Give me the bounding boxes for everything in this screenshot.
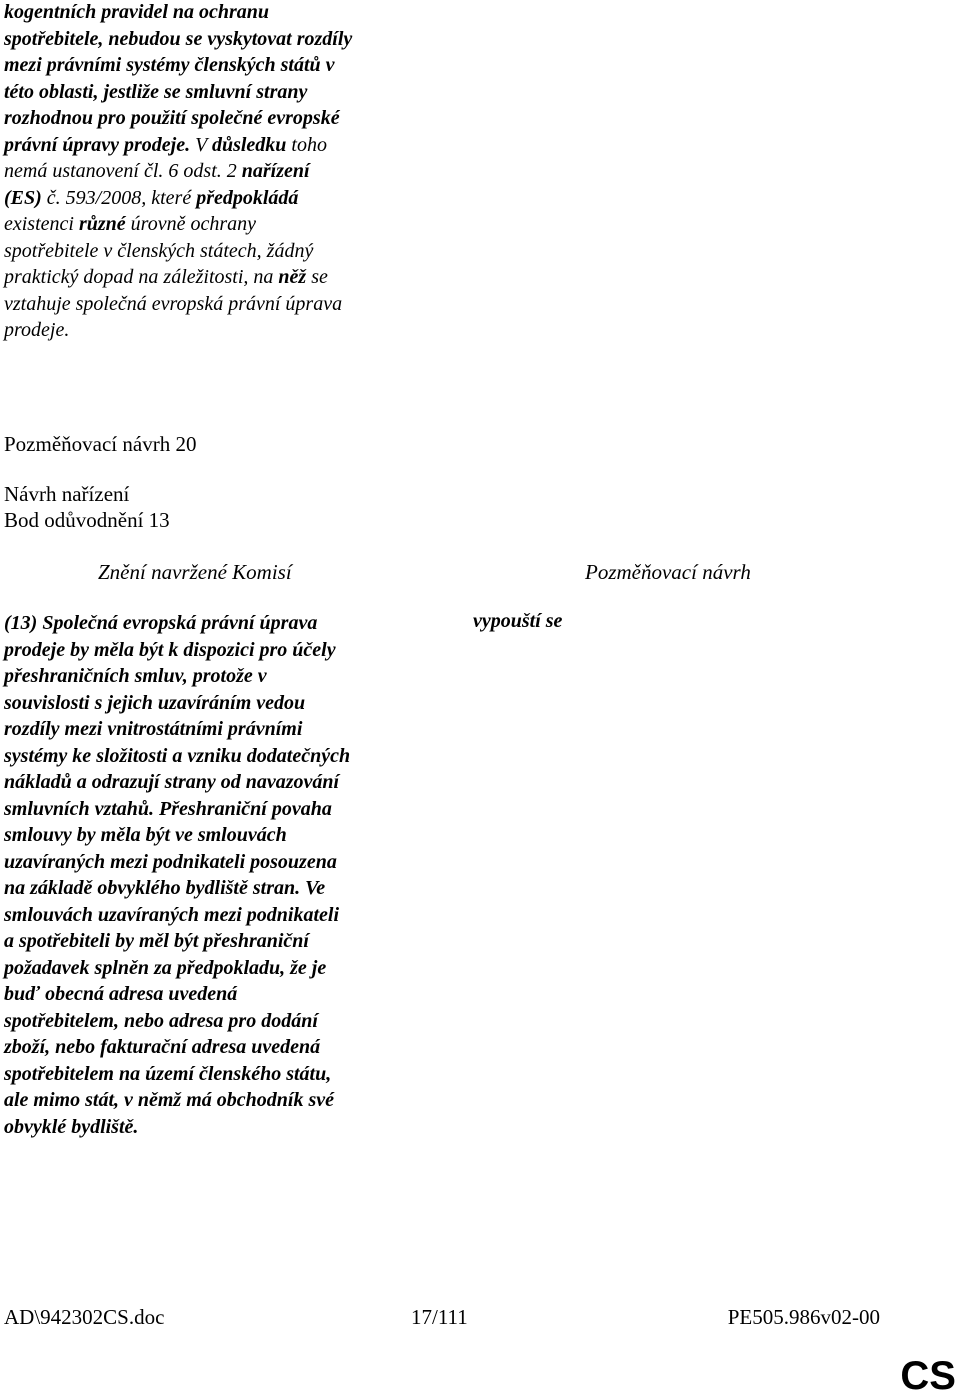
commission-text-line: (13) Společná evropská právní úprava (4, 612, 318, 634)
text-run: předpokládá (196, 186, 299, 209)
paragraph-line (4, 158, 424, 185)
text-run: nemá ustanovení čl. 6 odst. 2 (4, 160, 242, 182)
text-run: různé (78, 213, 126, 235)
text-run: spotřebitele, nebudou se vyskytovat rozdíly (4, 27, 353, 50)
commission-text-line: požadavek splněn za předpokladu, že je (4, 956, 327, 979)
text-run: kogentních pravidel na ochranu (4, 1, 270, 23)
commission-text-line: a spotřebiteli by měl být přeshraniční (4, 930, 309, 952)
text-run: něž (278, 266, 307, 288)
text-run: mezi právními systémy členských států v (4, 54, 335, 76)
text-run: prodeje. (4, 319, 70, 341)
paragraph-line (4, 291, 424, 318)
commission-text-line: rozdíly mezi vnitrostátními právními (4, 718, 303, 740)
commission-text-line: na základě obvyklého bydliště stran. Ve (4, 877, 326, 899)
footer-pe-ref: PE505.986v02-00 (727, 1305, 880, 1329)
text-run: vztahuje společná evropská právní úprava (4, 292, 343, 315)
commission-text-line: obvyklé bydliště. (4, 1115, 139, 1138)
paragraph-line (4, 132, 424, 159)
text-run: úrovně ochrany (125, 213, 257, 235)
commission-text-line: buď obecná adresa uvedená (4, 983, 238, 1005)
paragraph-line (4, 26, 424, 53)
commission-text-line: smlouvy by měla být ve smlouvách (4, 824, 287, 846)
text-run: (ES) (4, 186, 47, 209)
commission-text-line: systémy ke složitosti a vzniku dodatečných (4, 744, 351, 767)
text-run: této oblasti, jestliže se smluvní strany (4, 80, 308, 103)
text-run: rozhodnou pro použití společné evropské (4, 107, 340, 129)
paragraph-line (4, 185, 424, 212)
commission-text-line: souvislosti s jejich uzavíráním vedou (4, 691, 306, 714)
commission-text-line: uzavíraných mezi podnikateli posouzena (4, 850, 337, 873)
commission-text-line: spotřebitelem, nebo adresa pro dodání (4, 1009, 318, 1032)
text-run: právní úpravy prodeje. (4, 133, 196, 156)
recital-label: Bod odůvodnění 13 (4, 508, 170, 532)
continuation-paragraph (4, 0, 424, 344)
commission-text-line: nákladů a odrazují strany od navazování (4, 771, 340, 793)
deleted-marker: vypouští se (473, 610, 563, 632)
commission-text (4, 610, 424, 1140)
text-run: praktický dopad na záležitosti, na (4, 266, 279, 288)
commission-column-heading: Znění navržené Komisí (98, 560, 292, 584)
paragraph-line (4, 52, 424, 79)
text-run: spotřebitele v členských státech, žádný (4, 239, 314, 262)
footer-doc-ref: AD\942302CS.doc (4, 1305, 165, 1329)
paragraph-line (4, 105, 424, 132)
commission-text-line: přeshraničních smluv, protože v (4, 665, 267, 687)
commission-text-line: smlouvách uzavíraných mezi podnikateli (4, 903, 340, 926)
text-run: důsledku (211, 133, 287, 156)
text-run: se (306, 266, 328, 288)
amendment-column-heading: Pozměňovací návrh (585, 560, 751, 584)
text-run: nařízení (241, 160, 310, 182)
footer-page-number: 17/111 (411, 1305, 468, 1329)
paragraph-line (4, 317, 424, 344)
paragraph-line (4, 264, 424, 291)
paragraph-line (4, 0, 424, 26)
commission-text-line: smluvních vztahů. Přeshraniční povaha (4, 797, 332, 820)
text-run: existenci (4, 213, 79, 235)
commission-text-line: spotřebitelem na území členského státu, (4, 1062, 332, 1085)
paragraph-line (4, 238, 424, 265)
paragraph-line (4, 211, 424, 238)
language-code: CS (900, 1354, 956, 1398)
commission-text-line: prodeje by měla být k dispozici pro účely (4, 638, 336, 661)
paragraph-line (4, 79, 424, 106)
commission-text-line: ale mimo stát, v němž má obchodník své (4, 1089, 334, 1111)
commission-text-line: zboží, nebo fakturační adresa uvedená (4, 1036, 321, 1058)
text-run: č. 593/2008, které (46, 186, 197, 209)
proposal-label: Návrh nařízení (4, 482, 130, 506)
text-run: V (195, 133, 212, 156)
text-run: toho (286, 133, 327, 156)
amendment-title: Pozměňovací návrh 20 (4, 432, 197, 456)
